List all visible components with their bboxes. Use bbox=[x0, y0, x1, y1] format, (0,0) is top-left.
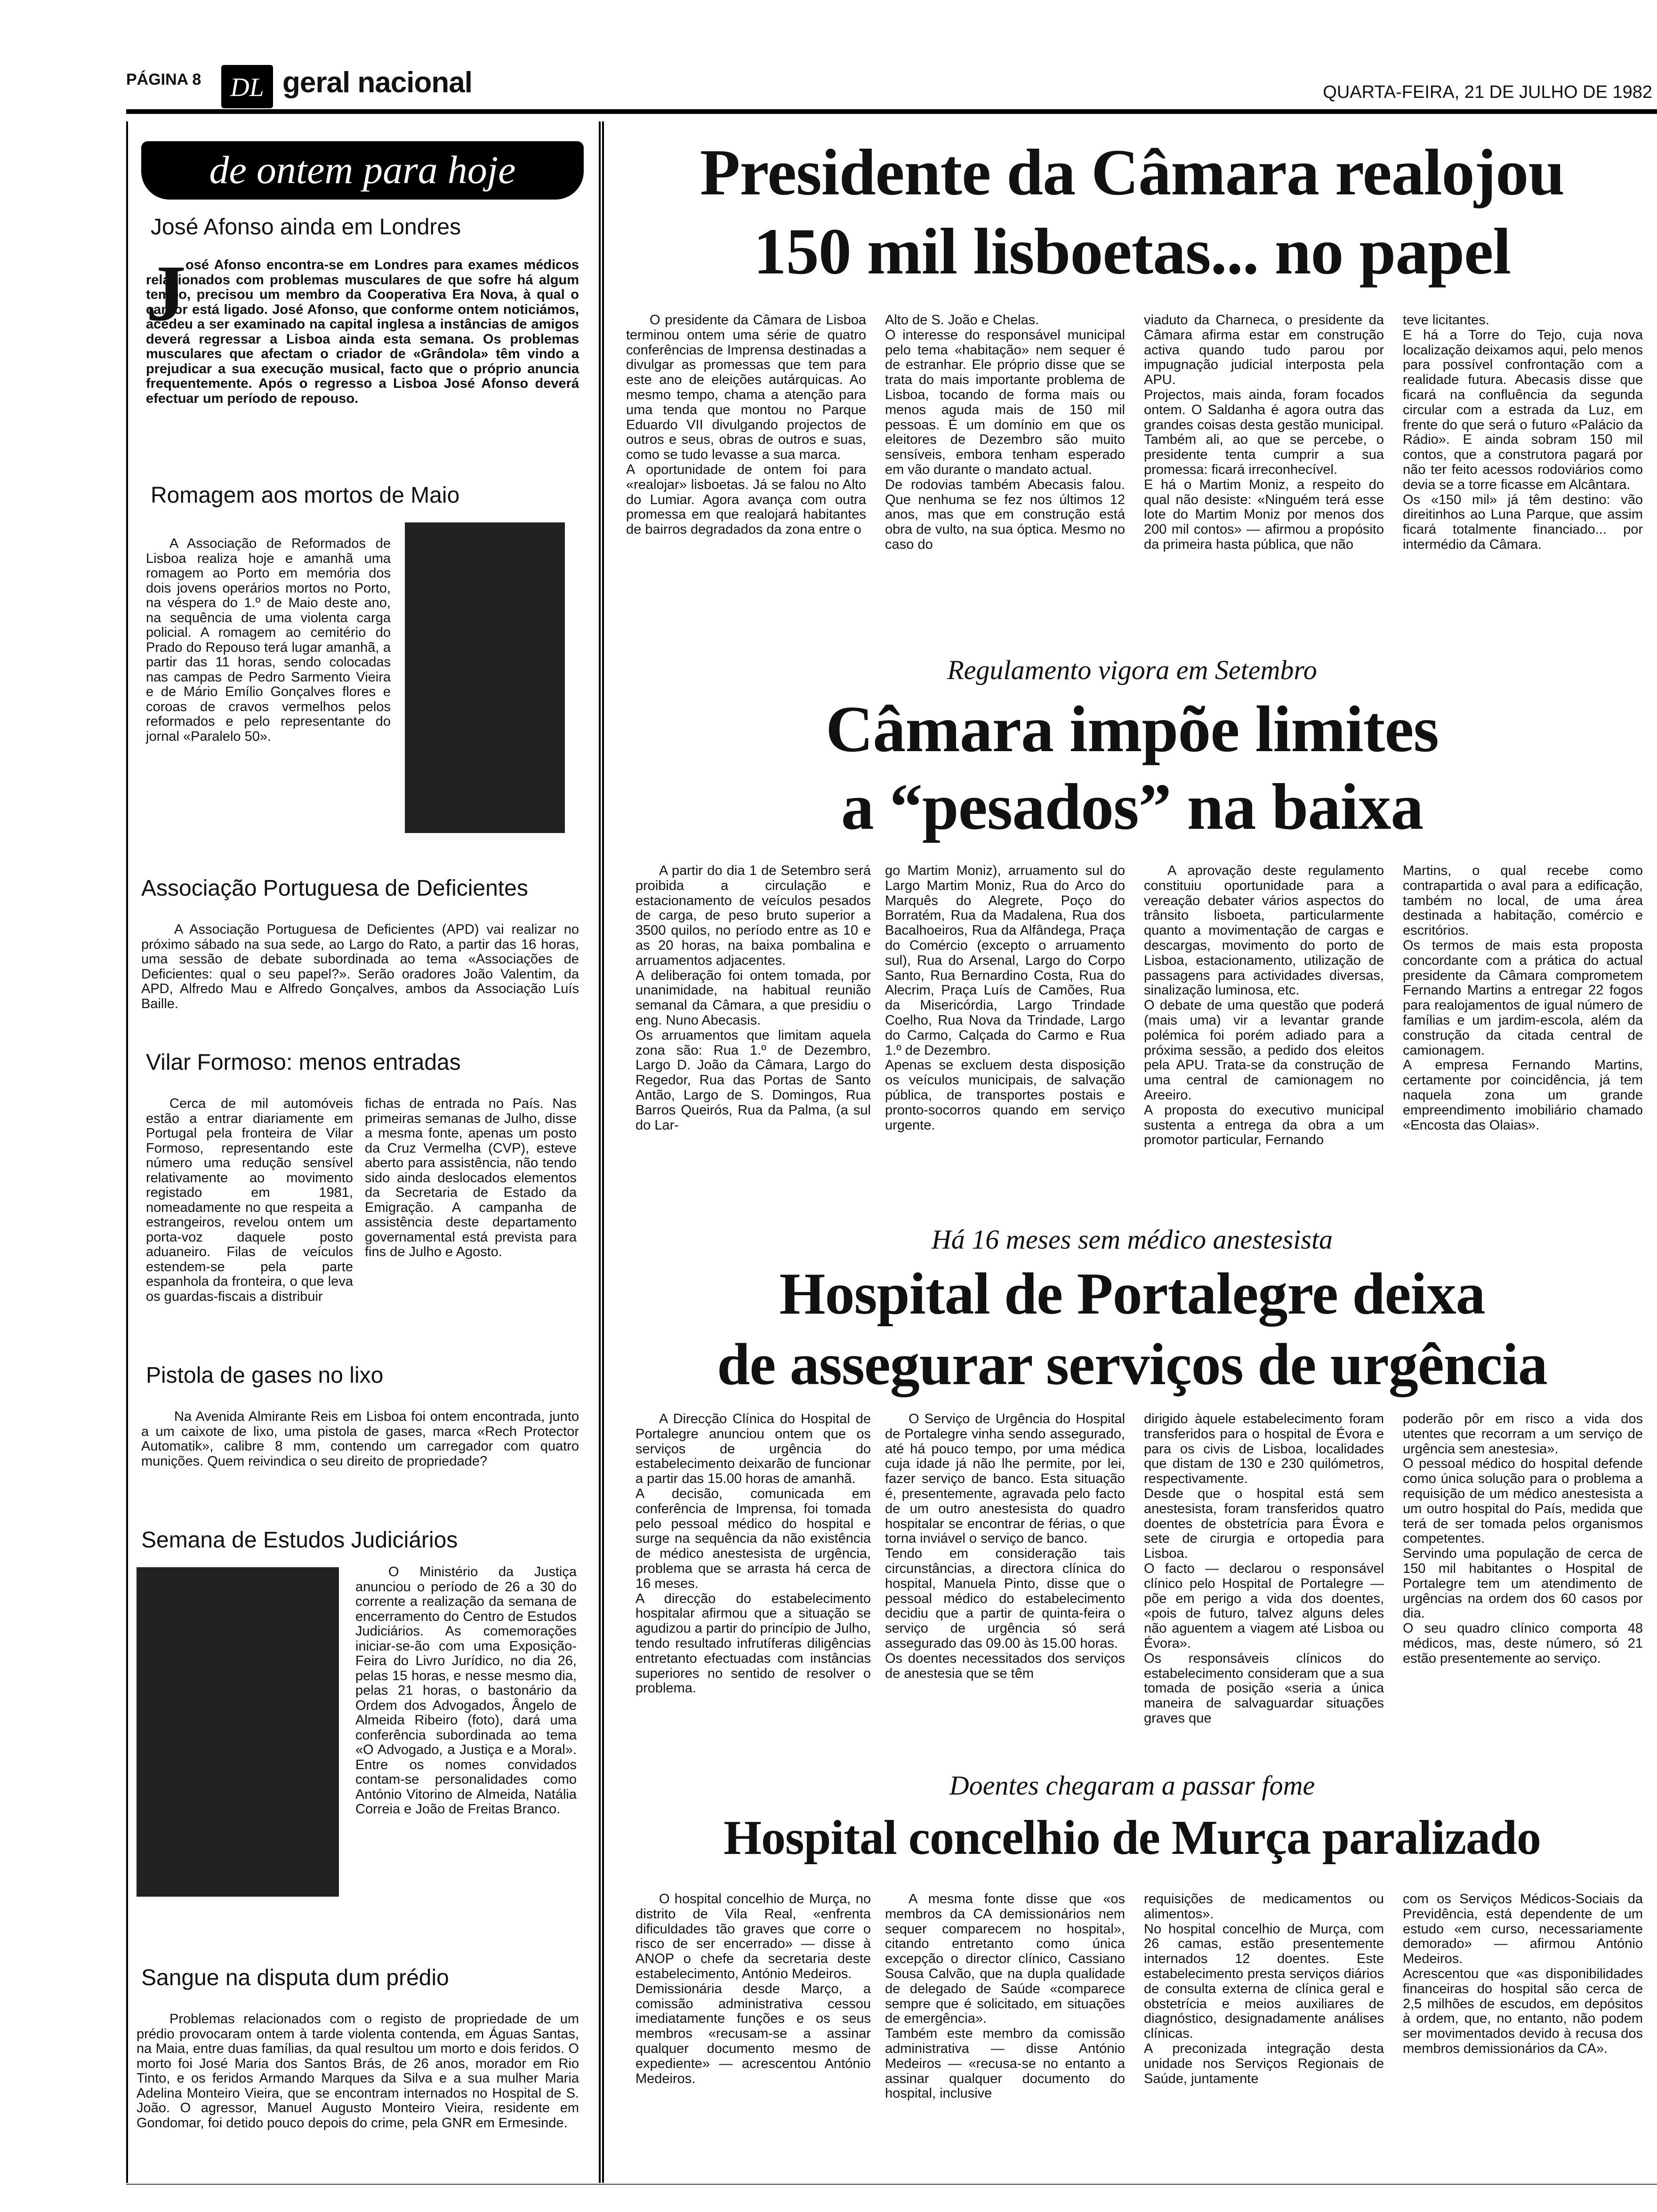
article-column: dirigido àquele estabelecimento foram transferidos para o hospital de Évora e para os civis de Lisboa, localidades que distam de 130 e 230 quilómetros, respectivamente. Desde que o hospital está sem anestesista, foram transferidos quatro doentes de obstetrícia para Évora e sete de cirurgia e ortopedia para Lisboa. O facto — declarou o responsável clínico pelo Hospital de Portalegre — põe em perigo a vida dos doentes, «pois de futuro, talvez alguns deles não aguentem a viagem até Lisboa ou Évora». Os responsáveis clínicos do estabelecimento consideram que a sua tomada de posição «seria a única maneira de salvaguardar situações graves que bbox=[1144, 1411, 1384, 1726]
brief-body: A Associação Portuguesa de Deficientes (APD) vai realizar no próximo sábado na sua sede, ao Largo do Rato, a partir das 16 horas, uma sessão de debate subordinada ao tema «Associações de Deficientes: qual o seu papel?». Serão oradores João Valentim, da APD, Alfredo Mau e Alfredo Gonçalves, ambos da Associação Luís Baille. bbox=[141, 922, 579, 1011]
article-column: A partir do dia 1 de Setembro será proibida a circulação e estacionamento de veículos pesados de carga, de peso bruto superior a 3500 quilos, no período entre as 10 e as 20 horas, na baixa pombalina e arruamentos adjacentes. A deliberação foi ontem tomada, por unanimidade, na habitual reunião semanal da Câmara, a que presidiu o eng. Nuno Abecasis. Os arruamentos que limitam aquela zona são: Rua 1.º de Dezembro, Largo D. João da Câmara, Largo do Regedor, Rua das Portas de Santo Antão, Largo de S. Domingos, Rua Barros Queirós, Rua da Palma, (a sul do Lar- bbox=[635, 863, 871, 1133]
brief-title: Semana de Estudos Judiciários bbox=[141, 1528, 458, 1553]
brief-title: Romagem aos mortos de Maio bbox=[151, 483, 460, 508]
page-number: PÁGINA 8 bbox=[126, 71, 201, 88]
article-column: requisições de medicamentos ou alimentos». No hospital concelhio de Murça, com 26 camas, estão presentemente internados 12 doentes. Este estabelecimento presta serviços diários de consulta externa de clínica geral e obstetrícia e meios auxiliares de diagnóstico, designadamente análises clínicas. A preconizada integração desta unidade nos Serviços Regionais de Saúde, juntamente bbox=[1144, 1891, 1384, 2086]
headline-line2: de assegurar serviços de urgência bbox=[717, 1332, 1547, 1397]
headline-line2: 150 mil lisboetas... no papel bbox=[753, 215, 1511, 288]
brief-body: Problemas relacionados com o registo de propriedade de um prédio provocaram ontem à tarde violenta contenda, em Águas Santas, na Maia, entre duas famílias, da qual resultou um morto e dois feridos. O morto foi José Maria dos Santos Brás, de 26 anos, morador em Rio Tinto, e os feridos Armando Marques da Silva e a sua mulher Maria Adelina Monteiro Vieira, que se encontram internados no Hospital de S. João. O agressor, Manuel Augusto Monteiro Vieira, residente em Gondomar, foi detido pouco depois do crime, pela GNR em Ermesinde. bbox=[137, 2012, 579, 2131]
header-rule bbox=[126, 109, 1657, 114]
brief-body: fichas de entrada no País. Nas primeiras semanas de Julho, disse a mesma fonte, apenas um posto da Cruz Vermelha (CVP), esteve aberto para assistência, não tendo sido ainda deslocados elementos da Secretaria de Estado da Emigração. A campanha de assistência deste departamento governamental está prevista para fins de Julho e Agosto. bbox=[365, 1096, 577, 1259]
article-column: go Martim Moniz), arruamento sul do Largo Martim Moniz, Rua do Arco do Marquês do Alegrete, Poço do Borratém, Rua da Madalena, Rua dos Bacalhoeiros, Rua da Alfândega, Praça do Comércio (excepto o arruamento sul), Rua do Arsenal, Largo do Corpo Santo, Rua Bernardino Costa, Rua do Alecrim, Praça Luís de Camões, Rua da Misericórdia, Largo Trindade Coelho, Rua Nova da Trindade, Largo do Carmo, Calçada do Carmo e Rua 1.º de Dezembro. Apenas se excluem desta disposição os veículos municipais, de salvação pública, de transportes postais e pronto-socorros quando em serviço urgente. bbox=[885, 863, 1125, 1133]
headline: Hospital concelhio de Murça paralizado bbox=[724, 1811, 1541, 1865]
issue-date: QUARTA-FEIRA, 21 DE JULHO DE 1982 bbox=[1323, 82, 1652, 102]
brief-body: A Associação de Reformados de Lisboa realiza hoje e amanhã uma romagem ao Porto em memória dos dois jovens operários mortos no Porto, na véspera do 1.º de Maio deste ano, na sequência de uma violenta carga policial. A romagem ao cemitério do Prado do Repouso terá lugar amanhã, a partir das 11 horas, sendo colocadas nas campas de Pedro Sarmento Vieira e de Mário Emílio Gonçalves flores e coroas de cravos vermelhos pelos reformados e pelo representante do jornal «Paralelo 50». bbox=[146, 536, 391, 744]
article-column: O Serviço de Urgência do Hospital de Portalegre vinha sendo assegurado, até há pouco tempo, por uma médica cuja idade já não lhe permite, por lei, fazer serviço de banco. Esta situação é, presentemente, agravada pelo facto de um outro anestesista do quadro hospitalar se encontrar de férias, o que torna inviável o serviço de banco. Tendo em consideração tais circunstâncias, a directora clínica do hospital, Manuela Pinto, disse que o pessoal médico do estabelecimento decidiu que a partir de quinta-feira o serviço de urgência só será assegurado das 09.00 às 15.00 horas. Os doentes necessitados dos serviços de anestesia que se têm bbox=[885, 1411, 1125, 1681]
brief-body: O Ministério da Justiça anunciou o período de 26 a 30 do corrente a realização da semana de encerramento do Centro de Estudos Judiciários. As comemorações iniciar-se-ão com uma Exposição-Feira do Livro Jurídico, no dia 26, pelas 15 horas, e nesse mesmo dia, pelas 21 horas, o bastonário da Ordem dos Advogados, Ângelo de Almeida Ribeiro (foto), dará uma conferência subordinada ao tema «O Advogado, a Justiça e a Moral». Entre os nomes convidados contam-se personalidades como António Vitorino de Almeida, Natália Correia e João de Freitas Branco. bbox=[355, 1564, 577, 1817]
brief-body: osé Afonso encontra-se em Londres para exames médicos relacionados com problemas musculares de que sofre há algum tempo, precisou um membro da Cooperativa Era Nova, à qual o cantor está ligado. José Afonso, que conforme ontem noticiámos, acedeu a ser examinado na capital inglesa a instâncias de amigos deverá regressar a Lisboa ainda esta semana. Os problemas musculares que afectam o criador de «Grândola» têm vindo a prejudicar a sua execução musical, facto que o próprio anuncia frequentemente. Após o regresso a Lisboa José Afonso deverá efectuar um período de repouso. bbox=[146, 257, 579, 406]
brief-title: Sangue na disputa dum prédio bbox=[141, 1965, 449, 1990]
dropcap: J bbox=[146, 249, 186, 337]
kicker: Doentes chegaram a passar fome bbox=[949, 1770, 1315, 1801]
article-column: viaduto da Charneca, o presidente da Câmara afirma estar em construção activa quando tudo parou por impugnação judicial interposta pela APU. Projectos, mais ainda, foram focados ontem. O Saldanha é agora outra das grandes coisas desta gestão municipal. Também ali, ao que se percebe, o presidente tenta cumprir a sua promessa: ficará irreconhecível. E há o Martim Moniz, a respeito do qual não desiste: «Ninguém terá esse lote do Martim Moniz por menos dos 200 mil contos» — afirmou a propósito da primeira hasta pública, que não bbox=[1144, 313, 1384, 552]
kicker: Há 16 meses sem médico anestesista bbox=[931, 1224, 1333, 1255]
photo-angelo-almeida-ribeiro bbox=[137, 1567, 339, 1897]
article-column: Martins, o qual recebe como contrapartida o aval para a edificação, também no local, de uma área destinada a habitação, comércio e escritórios. Os termos de mais esta proposta concordante com a prática do actual presidente da Câmara comprometem Fernando Martins a entregar 22 fogos para realojamentos de igual número de famílias e um jardim-escola, além da construção da citada central de camionagem. A empresa Fernando Martins, certamente por coincidência, já tem naquela zona um grande empreendimento imobiliário chamado «Encosta das Olaias». bbox=[1403, 863, 1643, 1133]
article-column: poderão pôr em risco a vida dos utentes que recorram a um serviço de urgência sem anestesia». O pessoal médico do hospital defende como única solução para o problema a requisição de um médico anestesista a um outro hospital do País, medida que terá de ser tomada pelos organismos competentes. Servindo uma população de cerca de 150 mil habitantes o Hospital de Portalegre tem um atendimento de urgências na ordem dos 60 casos por dia. O seu quadro clínico comporta 48 médicos, mas, deste número, só 21 estão presentemente ao serviço. bbox=[1403, 1411, 1643, 1666]
section-title: geral nacional bbox=[282, 66, 472, 99]
brief-title: Pistola de gases no lixo bbox=[146, 1363, 384, 1388]
newspaper-logo bbox=[221, 65, 273, 108]
photo-young-man bbox=[405, 522, 565, 833]
brief-body: Cerca de mil automóveis estão a entrar diariamente em Portugal pela fronteira de Vilar Formoso, representando este número uma redução sensível relativamente ao movimento registado em 1981, nomeadamente no que respeita a estrangeiros, revelou ontem um porta-voz daquele posto aduaneiro. Filas de veículos estendem-se pela parte espanhola da fronteira, o que leva os guardas-fiscais a distribuir bbox=[146, 1096, 353, 1304]
logo-text: DL bbox=[230, 73, 264, 102]
footer-rule bbox=[126, 2184, 1657, 2185]
kicker: Regulamento vigora em Setembro bbox=[947, 655, 1317, 685]
article-column: A Direcção Clínica do Hospital de Portalegre anunciou ontem que os serviços de urgência do estabelecimento deixarão de funcionar a partir das 15.00 horas de amanhã. A decisão, comunicada em conferência de Imprensa, foi tomada pelo pessoal médico do hospital e surge na sequência da não existência de médico anestesista de urgência, problema que se arrasta há cerca de 16 meses. A direcção do estabelecimento hospitalar afirmou que a situação se agudizou a partir do princípio de Julho, tendo resultado infrutíferas diligências entretanto efectuadas com instâncias superiores no sentido de resolver o problema. bbox=[635, 1411, 871, 1696]
column-divider bbox=[602, 121, 604, 2183]
headline-line1: Presidente da Câmara realojou bbox=[700, 136, 1565, 209]
article-column: O hospital concelhio de Murça, no distrito de Vila Real, «enfrenta dificuldades tão graves que corre o risco de ser encerrado» — disse à ANOP o chefe da secretaria deste estabelecimento, António Medeiros. Demissionária desde Março, a comissão administrativa cessou imediatamente funções e os seus membros «recusam-se a assinar qualquer documento mesmo de expediente» — acrescentou António Medeiros. bbox=[635, 1891, 871, 2086]
headline-line1: Câmara impõe limites bbox=[826, 693, 1439, 766]
column-banner: de ontem para hoje bbox=[141, 141, 584, 200]
article-column: Alto de S. João e Chelas. O interesse do responsável municipal pelo tema «habitação» nem sequer é de estranhar. Ele próprio disse que se trata do mais importante problema de Lisboa, tocando de forma mais ou menos aguda mais de 150 mil pessoas. É um domínio em que os eleitores de Dezembro são muito sensíveis, embora tenham esperado em vão durante o mandato actual. De rodovias também Abecasis falou. Que nenhuma se fez nos últimos 12 anos, mas que em construção está obra de vulto, na sua óptica. Mesmo no caso do bbox=[885, 313, 1125, 552]
headline-line1: Hospital de Portalegre deixa bbox=[779, 1261, 1485, 1327]
article-column: teve licitantes. E há a Torre do Tejo, cuja nova localização deixamos aqui, pelo menos para possível confrontação com a realidade futura. Abecasis disse que ficará na confluência da segunda circular com a estrada da Luz, em frente do que será o futuro «Palácio da Rádio». E ainda sobram 150 mil contos, que a construtora pagará por não ter feito acessos rodoviários como devia se a torre ficasse em Alcântara. Os «150 mil» já têm destino: vão direitinhos ao Luna Parque, que assim ficará totalmente financiado... por intermédio da Câmara. bbox=[1403, 313, 1643, 552]
brief-title: Vilar Formoso: menos entradas bbox=[146, 1050, 461, 1075]
article-column: O presidente da Câmara de Lisboa terminou ontem uma série de quatro conferências de Imprensa destinadas a divulgar as promessas que tem para este ano de eleições autárquicas. Ao mesmo tempo, chama a atenção para uma tenda que montou no Parque Eduardo VII divulgando projectos de outros e seus, obras de outros e suas, como se tudo levasse a sua marca. A oportunidade de ontem foi para «realojar» lisboetas. Já se falou no Alto do Lumiar. Agora avança com outra promessa em que realojará habitantes de bairros degradados da zona entre o bbox=[626, 313, 866, 537]
article-column: A mesma fonte disse que «os membros da CA demissionários nem sequer comparecem no hospital», citando entretanto como única excepção o director clínico, Cassiano Sousa Calvão, que na dupla qualidade de delegado de Saúde «comparece sempre que é solicitado, em situações de emergência». Também este membro da comissão administrativa — disse António Medeiros — «recusa-se no entanto a assinar qualquer documento do hospital, inclusive bbox=[885, 1891, 1125, 2101]
headline-line2: a “pesados” na baixa bbox=[841, 770, 1424, 843]
article-column: A aprovação deste regulamento constituiu oportunidade para a vereação debater vários aspectos do trânsito lisboeta, particularmente quanto a movimentação de cargas e descargas, movimento do porto de Lisboa, estacionamento, utilização de passagens para actividades diversas, sinalização luminosa, etc. O debate de uma questão que poderá (mais uma) vir a levantar grande polémica foi porém adiado para a próxima sessão, a pedido dos eleitos pela APU. Trata-se da construção de uma central de camionagem no Areeiro. A proposta do executivo municipal sustenta a entrega da obra a um promotor particular, Fernando bbox=[1144, 863, 1384, 1148]
brief-title: Associação Portuguesa de Deficientes bbox=[141, 876, 528, 901]
brief-title: José Afonso ainda em Londres bbox=[151, 215, 461, 240]
brief-body: Na Avenida Almirante Reis em Lisboa foi ontem encontrada, junto a um caixote de lixo, uma pistola de gases, marca «Rech Protector Automatik», calibre 8 mm, contendo um carregador com quatro munições. Quem reivindica o seu direito de propriedade? bbox=[141, 1409, 579, 1469]
article-column: com os Serviços Médicos-Sociais da Previdência, está dependente de um estudo «em curso, necessariamente demorado» — afirmou António Medeiros. Acrescentou que «as disponibilidades financeiras do hospital são cerca de 2,5 milhões de escudos, em depósitos à ordem, que, no entanto, não podem ser movimentados devido à recusa dos membros demissionários da CA». bbox=[1403, 1891, 1643, 2056]
